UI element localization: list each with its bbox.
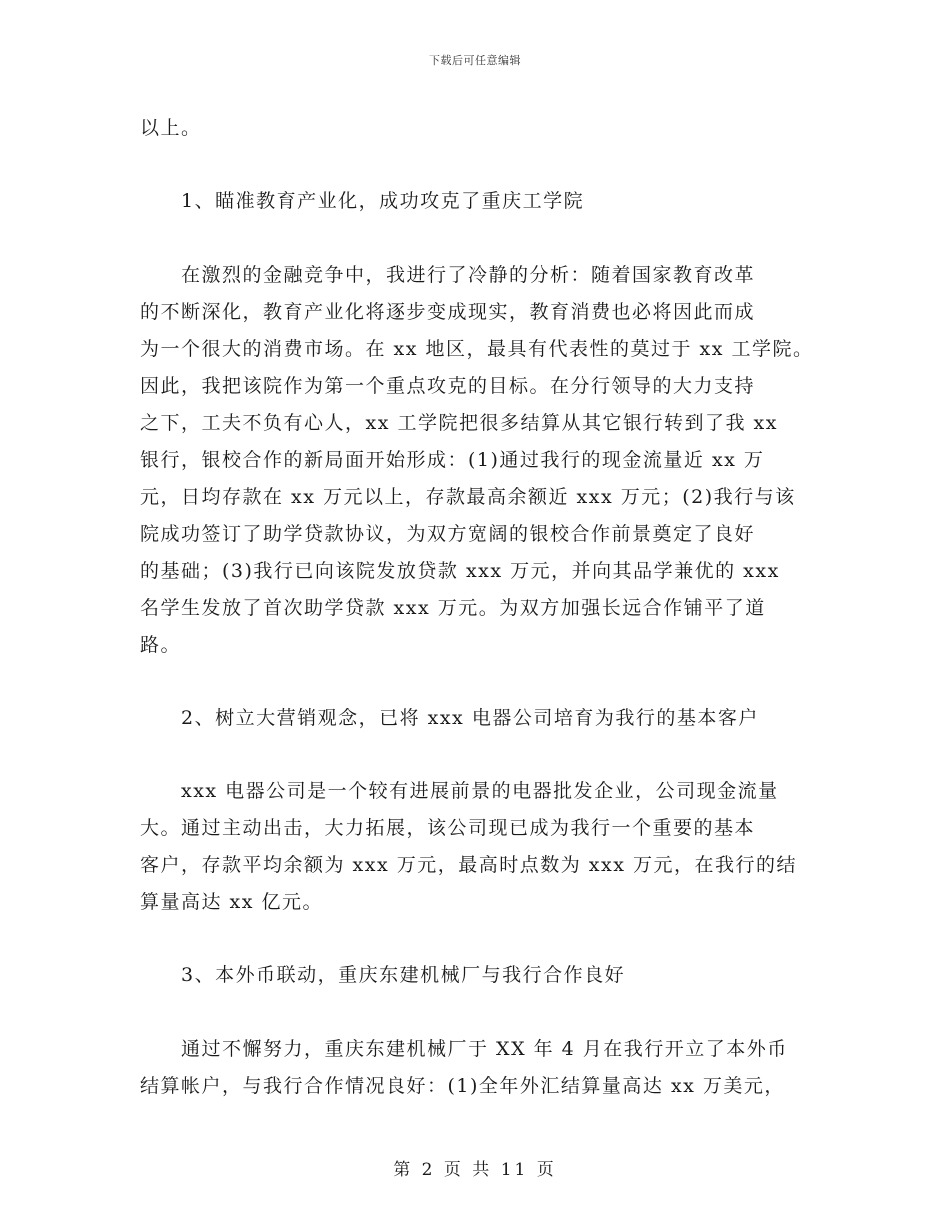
body-line: 元，日均存款在 xx 万元以上，存款最高余额近 xxx 万元；(2)我行与该 bbox=[140, 486, 796, 508]
body-line: 为一个很大的消费市场。在 xx 地区，最具有代表性的莫过于 xx 工学院。 bbox=[140, 338, 814, 360]
body-line: 名学生发放了首次助学贷款 xxx 万元。为双方加强长远合作铺平了道 bbox=[140, 597, 766, 619]
body-line: 的不断深化，教育产业化将逐步变成现实，教育消费也必将因此而成 bbox=[140, 301, 756, 323]
body-line: 路。 bbox=[140, 634, 182, 656]
section-heading: 2、树立大营销观念，已将 xxx 电器公司培育为我行的基本客户 bbox=[140, 707, 759, 729]
body-line: 院成功签订了助学贷款协议，为双方宽阔的银校合作前景奠定了良好 bbox=[140, 523, 756, 545]
body-line: 算量高达 xx 亿元。 bbox=[140, 891, 324, 913]
body-line: 的基础；(3)我行已向该院发放贷款 xxx 万元，并向其品学兼优的 xxx bbox=[140, 560, 780, 582]
section-heading: 1、瞄准教育产业化，成功攻克了重庆工学院 bbox=[140, 190, 585, 212]
body-line: xxx 电器公司是一个较有进展前景的电器批发企业，公司现金流量 bbox=[140, 780, 779, 802]
body-line: 之下，工夫不负有心人，xx 工学院把很多结算从其它银行转到了我 xx bbox=[140, 412, 778, 434]
page-number: 第 2 页 共 11 页 bbox=[393, 1160, 557, 1180]
body-line: 银行，银校合作的新局面开始形成：(1)通过我行的现金流量近 xx 万 bbox=[140, 449, 765, 471]
page-header: 下载后可任意编辑 bbox=[429, 54, 521, 67]
body-line: 以上。 bbox=[140, 117, 202, 139]
body-line: 因此，我把该院作为第一个重点攻克的目标。在分行领导的大力支持 bbox=[140, 375, 756, 397]
body-line: 客户，存款平均余额为 xxx 万元，最高时点数为 xxx 万元，在我行的结 bbox=[140, 854, 797, 876]
body-line: 通过不懈努力，重庆东建机械厂于 XX 年 4 月在我行开立了本外币 bbox=[140, 1038, 788, 1060]
body-line: 结算帐户，与我行合作情况良好：(1)全年外汇结算量高达 xx 万美元， bbox=[140, 1075, 785, 1097]
section-heading: 3、本外币联动，重庆东建机械厂与我行合作良好 bbox=[140, 964, 626, 986]
body-line: 大。通过主动出击，大力拓展，该公司现已成为我行一个重要的基本 bbox=[140, 817, 756, 839]
body-line: 在激烈的金融竞争中，我进行了冷静的分析：随着国家教育改革 bbox=[140, 264, 756, 286]
